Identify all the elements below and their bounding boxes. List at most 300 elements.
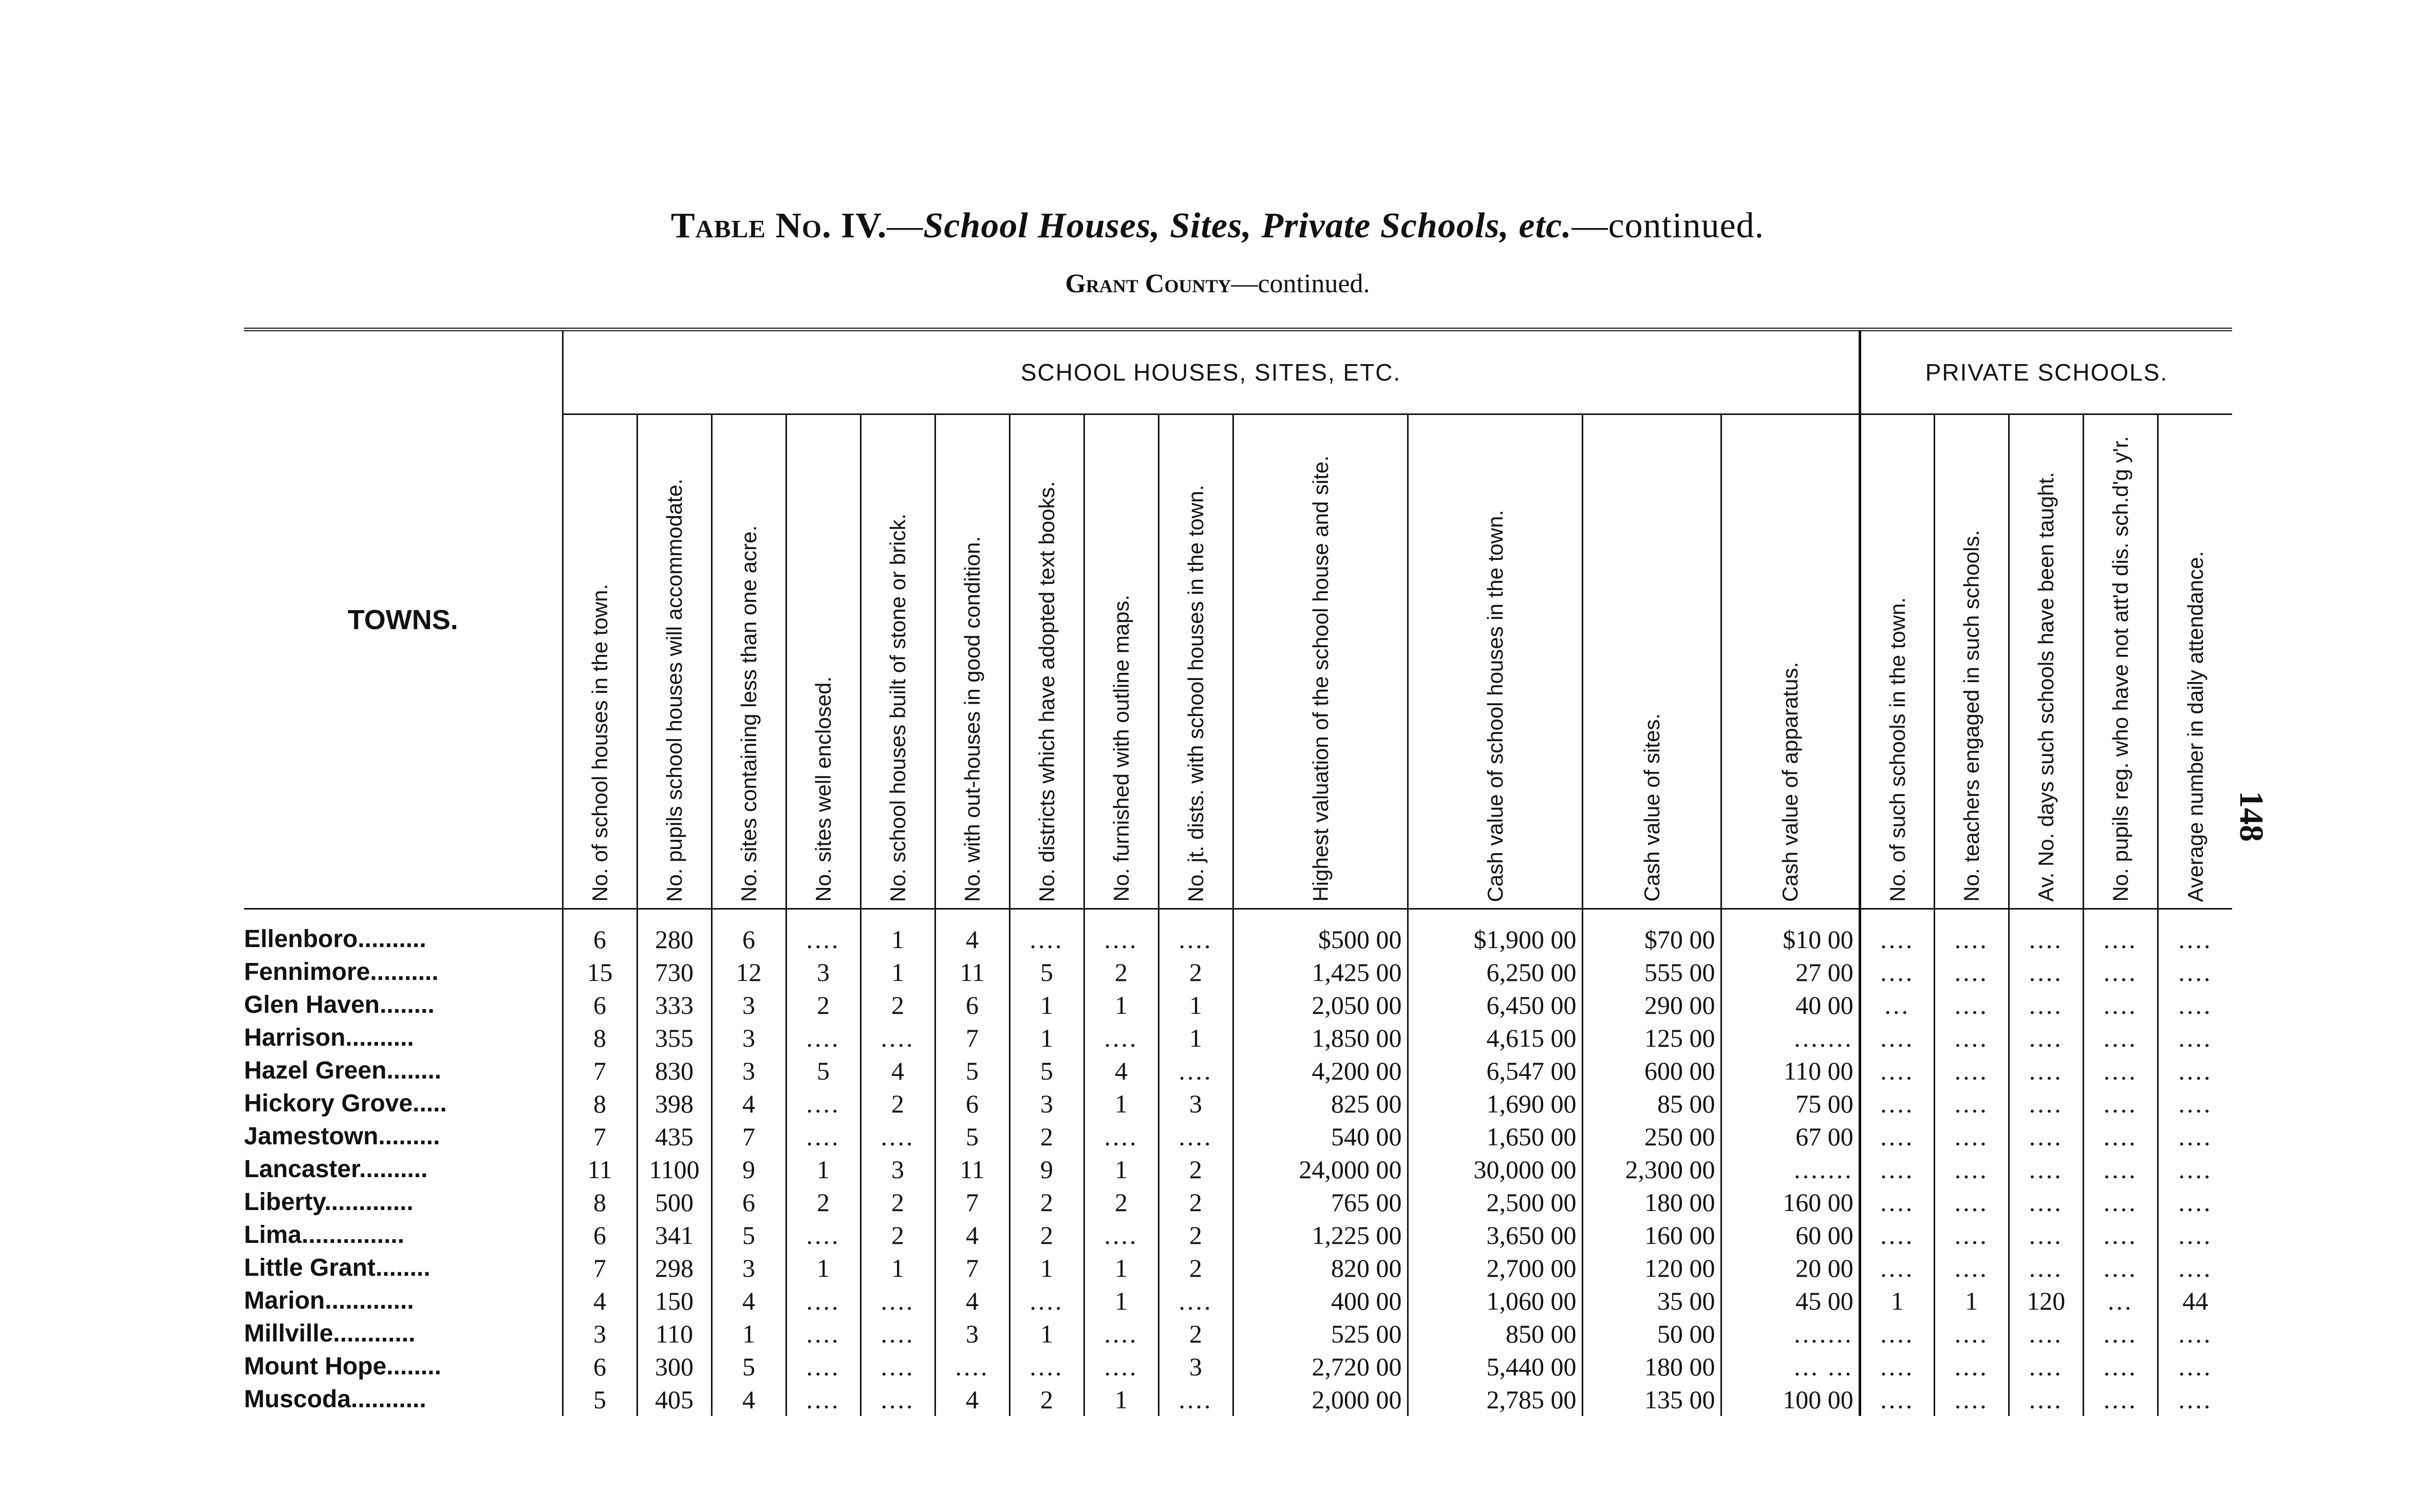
column-header xyxy=(1408,414,1582,909)
column-header xyxy=(1084,414,1158,909)
table-cell: 2 xyxy=(786,1186,860,1219)
table-cell: 4 xyxy=(711,1087,786,1120)
table-cell: 9 xyxy=(711,1153,786,1186)
table-cell: .... xyxy=(1084,1022,1158,1054)
table-cell: 1 xyxy=(1084,1383,1158,1416)
table-cell: 3 xyxy=(711,1022,786,1054)
table-cell: 3 xyxy=(1158,1350,1233,1383)
table-cell: 1 xyxy=(786,1153,860,1186)
column-header-label: No. with out-houses in good condition. xyxy=(960,536,984,902)
table-cell: 6 xyxy=(563,909,637,956)
table-cell: .... xyxy=(2083,1219,2158,1252)
table-row xyxy=(244,1054,2232,1087)
town-name: Harrison.......... xyxy=(244,1024,414,1051)
table-cell: 125 00 xyxy=(1582,1022,1721,1054)
table-cell: .... xyxy=(2158,909,2232,956)
table-cell: 50 00 xyxy=(1582,1317,1721,1350)
table-cell: .... xyxy=(1860,1054,1934,1087)
table-cell: .... xyxy=(2083,1383,2158,1416)
table-cell: 2 xyxy=(1009,1219,1084,1252)
table-cell: 7 xyxy=(563,1054,637,1087)
table-cell: .... xyxy=(786,1022,860,1054)
table-cell: 5 xyxy=(786,1054,860,1087)
table-cell: .... xyxy=(1934,1022,2009,1054)
table-cell: .... xyxy=(1934,1087,2009,1120)
table-cell: 6,547 00 xyxy=(1408,1054,1582,1087)
table-cell: 4,200 00 xyxy=(1233,1054,1408,1087)
table-cell: .... xyxy=(786,1284,860,1317)
table-row xyxy=(244,1153,2232,1186)
table-cell: .... xyxy=(2009,1219,2083,1252)
table-cell: .... xyxy=(2158,1383,2232,1416)
table-cell: 7 xyxy=(935,1186,1009,1219)
table-title-topic: School Houses, Sites, Private Schools, etc. xyxy=(923,206,1572,245)
town-name: Hazel Green........ xyxy=(244,1057,442,1084)
table-cell: 3 xyxy=(1158,1087,1233,1120)
table-cell: 2 xyxy=(1158,956,1233,989)
table-row xyxy=(244,1350,2232,1383)
table-cell: 27 00 xyxy=(1721,956,1860,989)
table-row xyxy=(244,1383,2232,1416)
table-cell: .... xyxy=(1934,1383,2009,1416)
table-cell: 2 xyxy=(860,1219,935,1252)
table-cell: .... xyxy=(1084,1317,1158,1350)
table-cell: 1 xyxy=(1158,1022,1233,1054)
table-cell: .... xyxy=(1934,909,2009,956)
table-cell: 435 xyxy=(637,1120,711,1153)
table-cell: 1 xyxy=(860,956,935,989)
table-row xyxy=(244,1087,2232,1120)
table-cell: 8 xyxy=(563,1186,637,1219)
table-cell: .... xyxy=(1860,1153,1934,1186)
table-cell: 24,000 00 xyxy=(1233,1153,1408,1186)
town-name: Liberty............. xyxy=(244,1188,414,1216)
town-name: Jamestown......... xyxy=(244,1123,440,1150)
column-header xyxy=(711,414,786,909)
table-cell: $1,900 00 xyxy=(1408,909,1582,956)
table-cell: 2 xyxy=(1009,1186,1084,1219)
column-header-label: Average number in daily attendance. xyxy=(2183,551,2207,902)
column-header xyxy=(1009,414,1084,909)
table-cell: 120 00 xyxy=(1582,1252,1721,1284)
school-houses-table xyxy=(244,328,2232,1416)
table-cell: 2,000 00 xyxy=(1233,1383,1408,1416)
table-cell: 6 xyxy=(563,1219,637,1252)
table-cell: .... xyxy=(2158,1219,2232,1252)
column-header xyxy=(1233,414,1408,909)
table-cell: 1,425 00 xyxy=(1233,956,1408,989)
table-cell: 290 00 xyxy=(1582,989,1721,1022)
table-cell: 7 xyxy=(935,1022,1009,1054)
table-cell: 1 xyxy=(711,1317,786,1350)
table-cell: 135 00 xyxy=(1582,1383,1721,1416)
table-cell: 7 xyxy=(563,1120,637,1153)
table-cell: 1,690 00 xyxy=(1408,1087,1582,1120)
table-cell: 4 xyxy=(935,1284,1009,1317)
table-cell: .... xyxy=(2009,1350,2083,1383)
table-cell: .... xyxy=(1934,1054,2009,1087)
town-name: Lancaster.......... xyxy=(244,1156,428,1183)
column-header xyxy=(1860,414,1934,909)
table-cell: ... xyxy=(2083,1284,2158,1317)
town-name: Ellenboro.......... xyxy=(244,925,426,953)
table-cell: .... xyxy=(1158,1054,1233,1087)
table-cell: .... xyxy=(1009,1350,1084,1383)
table-cell: 7 xyxy=(711,1120,786,1153)
table-cell: 2 xyxy=(1084,1186,1158,1219)
table-cell: .... xyxy=(860,1022,935,1054)
table-cell: ....... xyxy=(1721,1153,1860,1186)
table-cell: 110 00 xyxy=(1721,1054,1860,1087)
table-cell: 1,060 00 xyxy=(1408,1284,1582,1317)
table-cell: 7 xyxy=(935,1252,1009,1284)
column-header-label: No. pupils reg. who have not att'd dis. sch.d'g y'r. xyxy=(2108,436,2133,902)
table-cell: .... xyxy=(2158,1153,2232,1186)
table-cell: .... xyxy=(1084,909,1158,956)
table-cell: 3 xyxy=(711,1252,786,1284)
table-cell: 6,450 00 xyxy=(1408,989,1582,1022)
table-title-number: Table No. IV. xyxy=(670,206,887,245)
table-cell: .... xyxy=(1934,1120,2009,1153)
table-cell: ... xyxy=(1860,989,1934,1022)
table-row xyxy=(244,1186,2232,1219)
table-cell: 1 xyxy=(860,1252,935,1284)
column-header-label: Cash value of school houses in the town. xyxy=(1483,509,1507,902)
table-cell: 11 xyxy=(935,1153,1009,1186)
table-cell: .... xyxy=(2009,1383,2083,1416)
table-cell: 280 xyxy=(637,909,711,956)
table-cell: 85 00 xyxy=(1582,1087,1721,1120)
table-cell: .... xyxy=(2009,956,2083,989)
table-cell: 5 xyxy=(1009,956,1084,989)
table-cell: 180 00 xyxy=(1582,1350,1721,1383)
table-cell: 1 xyxy=(1084,1087,1158,1120)
town-name: Marion............. xyxy=(244,1287,414,1314)
table-cell: 160 00 xyxy=(1721,1186,1860,1219)
table-cell: 5 xyxy=(711,1219,786,1252)
table-title-continued: —continued. xyxy=(1571,206,1765,245)
table-cell: 1 xyxy=(1009,1317,1084,1350)
table-cell: 400 00 xyxy=(1233,1284,1408,1317)
table-cell: 120 xyxy=(2009,1284,2083,1317)
table-cell: $70 00 xyxy=(1582,909,1721,956)
table-cell: 6 xyxy=(935,1087,1009,1120)
table-row xyxy=(244,1022,2232,1054)
column-header-label: No. furnished with outline maps. xyxy=(1109,595,1133,902)
table-cell: 398 xyxy=(637,1087,711,1120)
table-cell: 1 xyxy=(786,1252,860,1284)
table-cell: 2 xyxy=(1158,1153,1233,1186)
town-name: Glen Haven........ xyxy=(244,991,435,1018)
table-cell: .... xyxy=(2009,1087,2083,1120)
column-header xyxy=(860,414,935,909)
table-cell: .... xyxy=(1084,1219,1158,1252)
table-row xyxy=(244,1317,2232,1350)
table-cell: 5 xyxy=(935,1054,1009,1087)
table-cell: 5 xyxy=(563,1383,637,1416)
table-cell: .... xyxy=(1860,909,1934,956)
table-cell: ... ... xyxy=(1721,1350,1860,1383)
table-cell: 1 xyxy=(1009,1252,1084,1284)
table-cell: 500 xyxy=(637,1186,711,1219)
table-cell: 2,500 00 xyxy=(1408,1186,1582,1219)
table-cell: $10 00 xyxy=(1721,909,1860,956)
table-cell: 6 xyxy=(935,989,1009,1022)
table-cell: 2 xyxy=(860,1186,935,1219)
table-cell: 298 xyxy=(637,1252,711,1284)
table-cell: 1 xyxy=(860,909,935,956)
table-cell: .... xyxy=(2083,989,2158,1022)
column-header-label: No. sites containing less than one acre. xyxy=(737,525,761,902)
table-cell: .... xyxy=(2009,1120,2083,1153)
column-header xyxy=(1582,414,1721,909)
table-cell: 2,300 00 xyxy=(1582,1153,1721,1186)
column-header-label: Cash value of sites. xyxy=(1639,713,1664,902)
column-header-label: Av. No. days such schools have been taught. xyxy=(2034,472,2058,902)
table-cell: .... xyxy=(2158,1186,2232,1219)
table-cell: .... xyxy=(1158,1120,1233,1153)
table-cell: 820 00 xyxy=(1233,1252,1408,1284)
table-cell: .... xyxy=(2158,1252,2232,1284)
table-cell: .... xyxy=(2158,1317,2232,1350)
table-cell: 3 xyxy=(935,1317,1009,1350)
table-cell: 160 00 xyxy=(1582,1219,1721,1252)
table-cell: .... xyxy=(786,1383,860,1416)
table-cell: .... xyxy=(786,1120,860,1153)
table-cell: 2,700 00 xyxy=(1408,1252,1582,1284)
table-cell: .... xyxy=(1158,1383,1233,1416)
table-cell: .... xyxy=(1860,1022,1934,1054)
table-cell: .... xyxy=(1934,1252,2009,1284)
table-row xyxy=(244,1120,2232,1153)
table-cell: 30,000 00 xyxy=(1408,1153,1582,1186)
table-cell: .... xyxy=(2158,1054,2232,1087)
table-cell: 3 xyxy=(711,989,786,1022)
school-houses-group-header: SCHOOL HOUSES, SITES, ETC. xyxy=(563,330,1860,414)
table-cell: 4 xyxy=(935,909,1009,956)
table-cell: 8 xyxy=(563,1022,637,1054)
table-cell: .... xyxy=(2083,1153,2158,1186)
table-cell: .... xyxy=(2083,1350,2158,1383)
table-cell: .... xyxy=(860,1383,935,1416)
table-cell: 1,850 00 xyxy=(1233,1022,1408,1054)
table-cell: .... xyxy=(2009,989,2083,1022)
table-cell: .... xyxy=(2083,1022,2158,1054)
table-cell: .... xyxy=(2158,1087,2232,1120)
table-cell: 35 00 xyxy=(1582,1284,1721,1317)
table-cell: 830 xyxy=(637,1054,711,1087)
table-cell: .... xyxy=(1934,1186,2009,1219)
column-header-label: Cash value of apparatus. xyxy=(1778,662,1803,902)
table-cell: 4 xyxy=(1084,1054,1158,1087)
table-cell: .... xyxy=(2083,1120,2158,1153)
table-cell: 3 xyxy=(563,1317,637,1350)
table-cell: 110 xyxy=(637,1317,711,1350)
table-cell: 5,440 00 xyxy=(1408,1350,1582,1383)
table-cell: 2 xyxy=(860,989,935,1022)
table-cell: .... xyxy=(2009,1054,2083,1087)
table-cell: 2 xyxy=(1158,1186,1233,1219)
table-cell: .... xyxy=(1860,1252,1934,1284)
table-cell: 40 00 xyxy=(1721,989,1860,1022)
table-cell: .... xyxy=(2083,1186,2158,1219)
table-subtitle xyxy=(0,269,2435,299)
table-cell: 825 00 xyxy=(1233,1087,1408,1120)
table-cell: 3 xyxy=(1009,1087,1084,1120)
table-cell: 600 00 xyxy=(1582,1054,1721,1087)
table-cell: 4 xyxy=(935,1383,1009,1416)
column-header-label: No. school houses built of stone or brick. xyxy=(886,513,910,902)
table-cell: 1 xyxy=(1009,1022,1084,1054)
private-schools-group-header: PRIVATE SCHOOLS. xyxy=(1860,330,2232,414)
table-title xyxy=(0,205,2435,247)
table-cell: 1 xyxy=(1084,989,1158,1022)
table-cell: .... xyxy=(2158,1022,2232,1054)
table-cell: .... xyxy=(786,909,860,956)
table-body xyxy=(244,909,2232,1416)
table-cell: 730 xyxy=(637,956,711,989)
table-cell: 300 xyxy=(637,1350,711,1383)
table-cell: 765 00 xyxy=(1233,1186,1408,1219)
column-header xyxy=(935,414,1009,909)
table-cell: .... xyxy=(2158,1120,2232,1153)
table-cell: $500 00 xyxy=(1233,909,1408,956)
table-cell: 1 xyxy=(1934,1284,2009,1317)
town-name: Little Grant........ xyxy=(244,1254,430,1281)
table-cell: 11 xyxy=(935,956,1009,989)
table-cell: 1100 xyxy=(637,1153,711,1186)
table-cell: 1 xyxy=(1084,1153,1158,1186)
table-cell: .... xyxy=(860,1284,935,1317)
table-cell: 2 xyxy=(1158,1252,1233,1284)
table-cell: .... xyxy=(1934,1317,2009,1350)
table-cell: .... xyxy=(2009,909,2083,956)
table-cell: 44 xyxy=(2158,1284,2232,1317)
table-cell: 4,615 00 xyxy=(1408,1022,1582,1054)
table-cell: 6 xyxy=(711,909,786,956)
table-cell: 15 xyxy=(563,956,637,989)
column-header xyxy=(1158,414,1233,909)
town-name: Hickory Grove..... xyxy=(244,1090,447,1117)
table-cell: 3 xyxy=(786,956,860,989)
table-cell: .... xyxy=(860,1317,935,1350)
table-cell: .... xyxy=(2083,956,2158,989)
table-cell: 6,250 00 xyxy=(1408,956,1582,989)
table-row xyxy=(244,1252,2232,1284)
table-cell: .... xyxy=(1009,909,1084,956)
table-cell: ....... xyxy=(1721,1022,1860,1054)
table-cell: .... xyxy=(1860,1317,1934,1350)
table-row xyxy=(244,909,2232,956)
table-cell: 150 xyxy=(637,1284,711,1317)
table-cell: 6 xyxy=(563,989,637,1022)
table-cell: 3 xyxy=(711,1054,786,1087)
table-cell: 4 xyxy=(860,1054,935,1087)
column-header xyxy=(1934,414,2009,909)
table-row xyxy=(244,1219,2232,1252)
table-cell: 850 00 xyxy=(1408,1317,1582,1350)
table-cell: 2,720 00 xyxy=(1233,1350,1408,1383)
town-name: Mount Hope........ xyxy=(244,1353,441,1380)
table-cell: 6 xyxy=(563,1350,637,1383)
table-cell: 341 xyxy=(637,1219,711,1252)
table-cell: 355 xyxy=(637,1022,711,1054)
table-cell: .... xyxy=(786,1219,860,1252)
table-cell: .... xyxy=(2083,1252,2158,1284)
column-header-label: No. of such schools in the town. xyxy=(1885,597,1909,902)
table-cell: 4 xyxy=(935,1219,1009,1252)
table-cell: .... xyxy=(935,1350,1009,1383)
table-title-dash: — xyxy=(887,206,924,245)
table-cell: .... xyxy=(1158,909,1233,956)
table-cell: 1,650 00 xyxy=(1408,1120,1582,1153)
column-header-label: No. teachers engaged in such schools. xyxy=(1959,530,1984,902)
table-cell: 1 xyxy=(1158,989,1233,1022)
table-cell: .... xyxy=(1084,1120,1158,1153)
table-cell: .... xyxy=(1860,1087,1934,1120)
table-cell: 5 xyxy=(711,1350,786,1383)
table-cell: .... xyxy=(2009,1022,2083,1054)
column-header xyxy=(786,414,860,909)
table-cell: 12 xyxy=(711,956,786,989)
table-cell: .... xyxy=(1084,1350,1158,1383)
table-cell: .... xyxy=(860,1120,935,1153)
table-cell: .... xyxy=(1934,1219,2009,1252)
table-cell: .... xyxy=(2009,1186,2083,1219)
table-cell: .... xyxy=(786,1087,860,1120)
table-cell: 1 xyxy=(1084,1252,1158,1284)
table-cell: 333 xyxy=(637,989,711,1022)
table-row xyxy=(244,989,2232,1022)
town-name: Fennimore.......... xyxy=(244,958,439,986)
table-cell: .... xyxy=(2083,1054,2158,1087)
table-row xyxy=(244,956,2232,989)
table-cell: 1,225 00 xyxy=(1233,1219,1408,1252)
table-cell: .... xyxy=(2083,1317,2158,1350)
table-cell: .... xyxy=(1934,1350,2009,1383)
table-cell: 3,650 00 xyxy=(1408,1219,1582,1252)
table-cell: 2,050 00 xyxy=(1233,989,1408,1022)
table-cell: 2 xyxy=(1158,1317,1233,1350)
table-cell: 2 xyxy=(860,1087,935,1120)
table-cell: .... xyxy=(860,1350,935,1383)
column-header-label: No. sites well enclosed. xyxy=(811,676,835,902)
table-cell: .... xyxy=(1009,1284,1084,1317)
table-cell: 540 00 xyxy=(1233,1120,1408,1153)
column-header-label: No. pupils school houses will accommodate. xyxy=(662,478,686,902)
table-cell: 60 00 xyxy=(1721,1219,1860,1252)
table-cell: 9 xyxy=(1009,1153,1084,1186)
column-header xyxy=(563,414,637,909)
column-header xyxy=(2009,414,2083,909)
table-cell: .... xyxy=(2009,1317,2083,1350)
table-cell: 2 xyxy=(1009,1383,1084,1416)
column-header xyxy=(637,414,711,909)
table-cell: 4 xyxy=(563,1284,637,1317)
county-name: Grant County xyxy=(1065,269,1231,298)
table-cell: 555 00 xyxy=(1582,956,1721,989)
table-cell: 2 xyxy=(1009,1120,1084,1153)
table-cell: 2 xyxy=(786,989,860,1022)
table-cell: .... xyxy=(2158,989,2232,1022)
table-cell: 8 xyxy=(563,1087,637,1120)
table-cell: .... xyxy=(1934,1153,2009,1186)
table-cell: 67 00 xyxy=(1721,1120,1860,1153)
table-cell: 3 xyxy=(860,1153,935,1186)
table-cell: .... xyxy=(2009,1252,2083,1284)
table-cell: 180 00 xyxy=(1582,1186,1721,1219)
table-cell: .... xyxy=(2158,956,2232,989)
